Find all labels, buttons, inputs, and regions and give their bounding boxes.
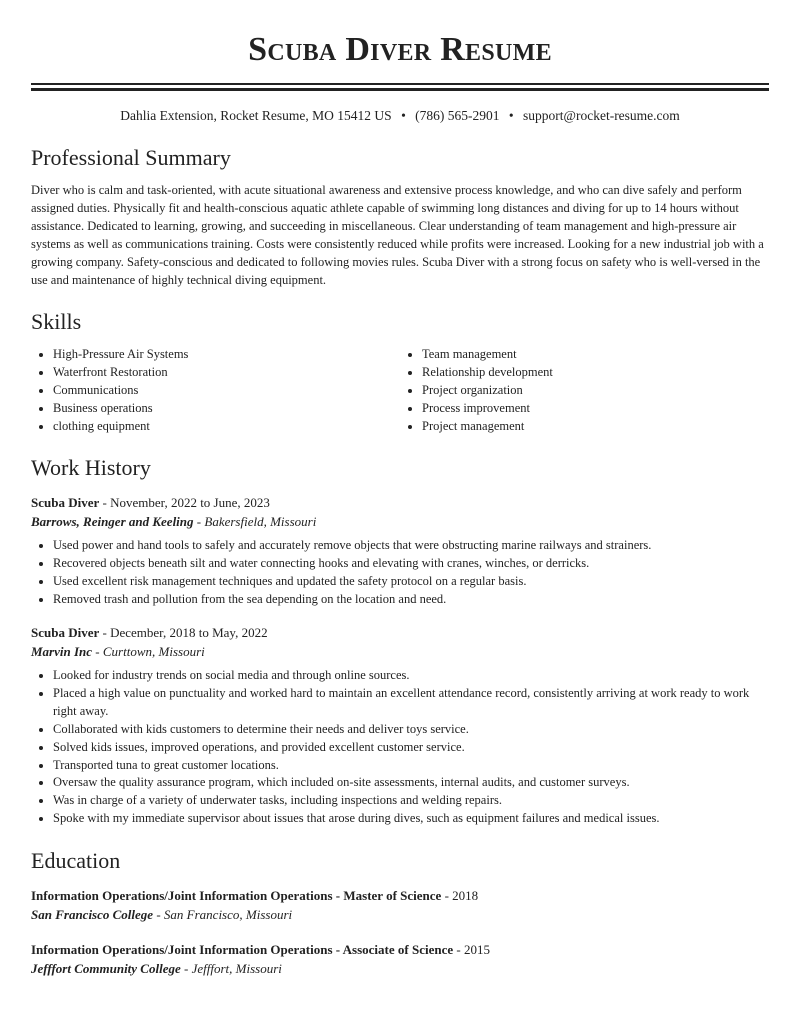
job-dates: November, 2022 to June, 2023 [110,495,270,511]
job-title: Scuba Diver [31,495,100,511]
school-location: San Francisco, Missouri [163,907,293,923]
skill-item: • Business operations [53,400,400,418]
summary-heading: Professional Summary [31,145,231,170]
skill-item: • Waterfront Restoration [53,364,400,382]
duty-item: • Recovered objects beneath silt and water connecting hooks and elevating with cranes, winches, or derricks. [53,555,769,573]
degree-program: Information Operations/Joint Information Operations - Master of Science [31,888,442,904]
duty-item: • Used power and hand tools to safely and accurately remove objects that were obstructing marine railways and strainers. [53,537,769,555]
skill-item: • Communications [53,382,400,400]
job-duties [31,667,769,828]
contact-email: support@rocket-resume.com [523,108,680,123]
education-entry [31,886,769,924]
duty-item: • Was in charge of a variety of underwater tasks, including inspections and welding repairs. [53,792,769,810]
company-name: Barrows, Reinger and Keeling [31,514,194,530]
company-name: Marvin Inc [31,644,93,660]
school-name: San Francisco College [31,907,154,923]
job-heading: Scuba Diver - December, 2018 to May, 2022 [31,625,268,641]
skills-heading: Skills [31,309,82,335]
duty-item: • Spoke with my immediate supervisor about issues that arose during dives, such as equipment failures and medical issues. [53,810,769,828]
job-duties [31,537,769,609]
education-entry [31,940,769,978]
duty-item: • Removed trash and pollution from the sea depending on the location and need. [53,591,769,609]
duty-item: • Placed a high value on punctuality and worked hard to maintain an excellent attendance record, consistently arriving at work ready to work right away. [53,685,769,721]
job-heading: Scuba Diver - November, 2022 to June, 2023 [31,495,270,511]
header-divider-thick [31,88,769,91]
work-history-list [31,493,769,828]
job-title: Scuba Diver [31,625,100,641]
contact-separator: • [508,108,514,123]
degree-line: Information Operations/Joint Information Operations - Master of Science - 2018 [31,888,479,904]
degree-program: Information Operations/Joint Information Operations - Associate of Science [31,942,454,958]
contact-separator: • [401,108,406,123]
job-entry [31,493,769,609]
skill-item: • clothing equipment [53,418,400,436]
job-company-line: Barrows, Reinger and Keeling - Bakersfield, Missouri [31,514,317,530]
contact-address: Dahlia Extension, Rocket Resume, MO 15412 US [120,108,392,123]
duty-item: • Looked for industry trends on social media and through online sources. [53,667,769,685]
contact-phone: (786) 565-2901 [415,108,500,123]
skill-item: • Process improvement [422,400,769,418]
degree-year: 2018 [452,888,479,904]
skill-item: • Relationship development [422,364,769,382]
school-line: Jefffort Community College - Jefffort, Missouri [31,961,282,977]
skill-item: • Project management [422,418,769,436]
duty-item: • Collaborated with kids customers to determine their needs and deliver toys service. [53,721,769,739]
duty-item: • Oversaw the quality assurance program, which included on-site assessments, internal audits, and customer surveys. [53,774,769,792]
skill-item: • High-Pressure Air Systems [53,346,400,364]
job-company-line: Marvin Inc - Curttown, Missouri [31,644,205,660]
education-list [31,886,769,978]
header-divider-thin [31,83,769,85]
duty-item: • Solved kids issues, improved operations, and provided excellent customer service. [53,739,769,757]
skills-list [31,346,769,435]
school-name: Jefffort Community College [31,961,181,977]
duty-item: • Used excellent risk management techniques and updated the safety protocol on a regular basis. [53,573,769,591]
duty-item: • Transported tuna to great customer locations. [53,757,769,775]
summary-text: Diver who is calm and task-oriented, with acute situational awareness and extensive process knowledge, and who can dive safely and perform assigned duties. Physically fit and health-conscious aquatic athlete capable of swimming long distances and diving for up to 14 hours without assistance. Dedicated to learning, growing, and succeeding in miscellaneous. Clear understanding of team management and high-pressure air systems as well as communications training. Costs were consistently reduced while profits were increased. Looking for a new industrial job with a growing company. Safety-conscious and dedicated to following movies rules. Scuba Diver with a strong focus on safety who is well-versed in the use and maintenance of highly technical diving equipment. [31,183,764,287]
skill-item: • Team management [422,346,769,364]
skills-column-left [31,346,400,435]
work-history-heading: Work History [31,455,151,481]
resume-title: Scuba Diver Resume [248,31,552,68]
job-dates: December, 2018 to May, 2022 [110,625,268,641]
company-location: Curttown, Missouri [102,644,205,660]
skill-item: • Project organization [422,382,769,400]
skills-column-right [400,346,769,435]
school-location: Jefffort, Missouri [191,961,282,977]
education-heading: Education [31,848,121,874]
company-location: Bakersfield, Missouri [204,514,317,530]
contact-line [31,107,769,125]
degree-year: 2015 [463,942,490,958]
school-line: San Francisco College - San Francisco, Missouri [31,907,293,923]
job-entry [31,623,769,828]
degree-line: Information Operations/Joint Information Operations - Associate of Science - 2015 [31,942,490,958]
